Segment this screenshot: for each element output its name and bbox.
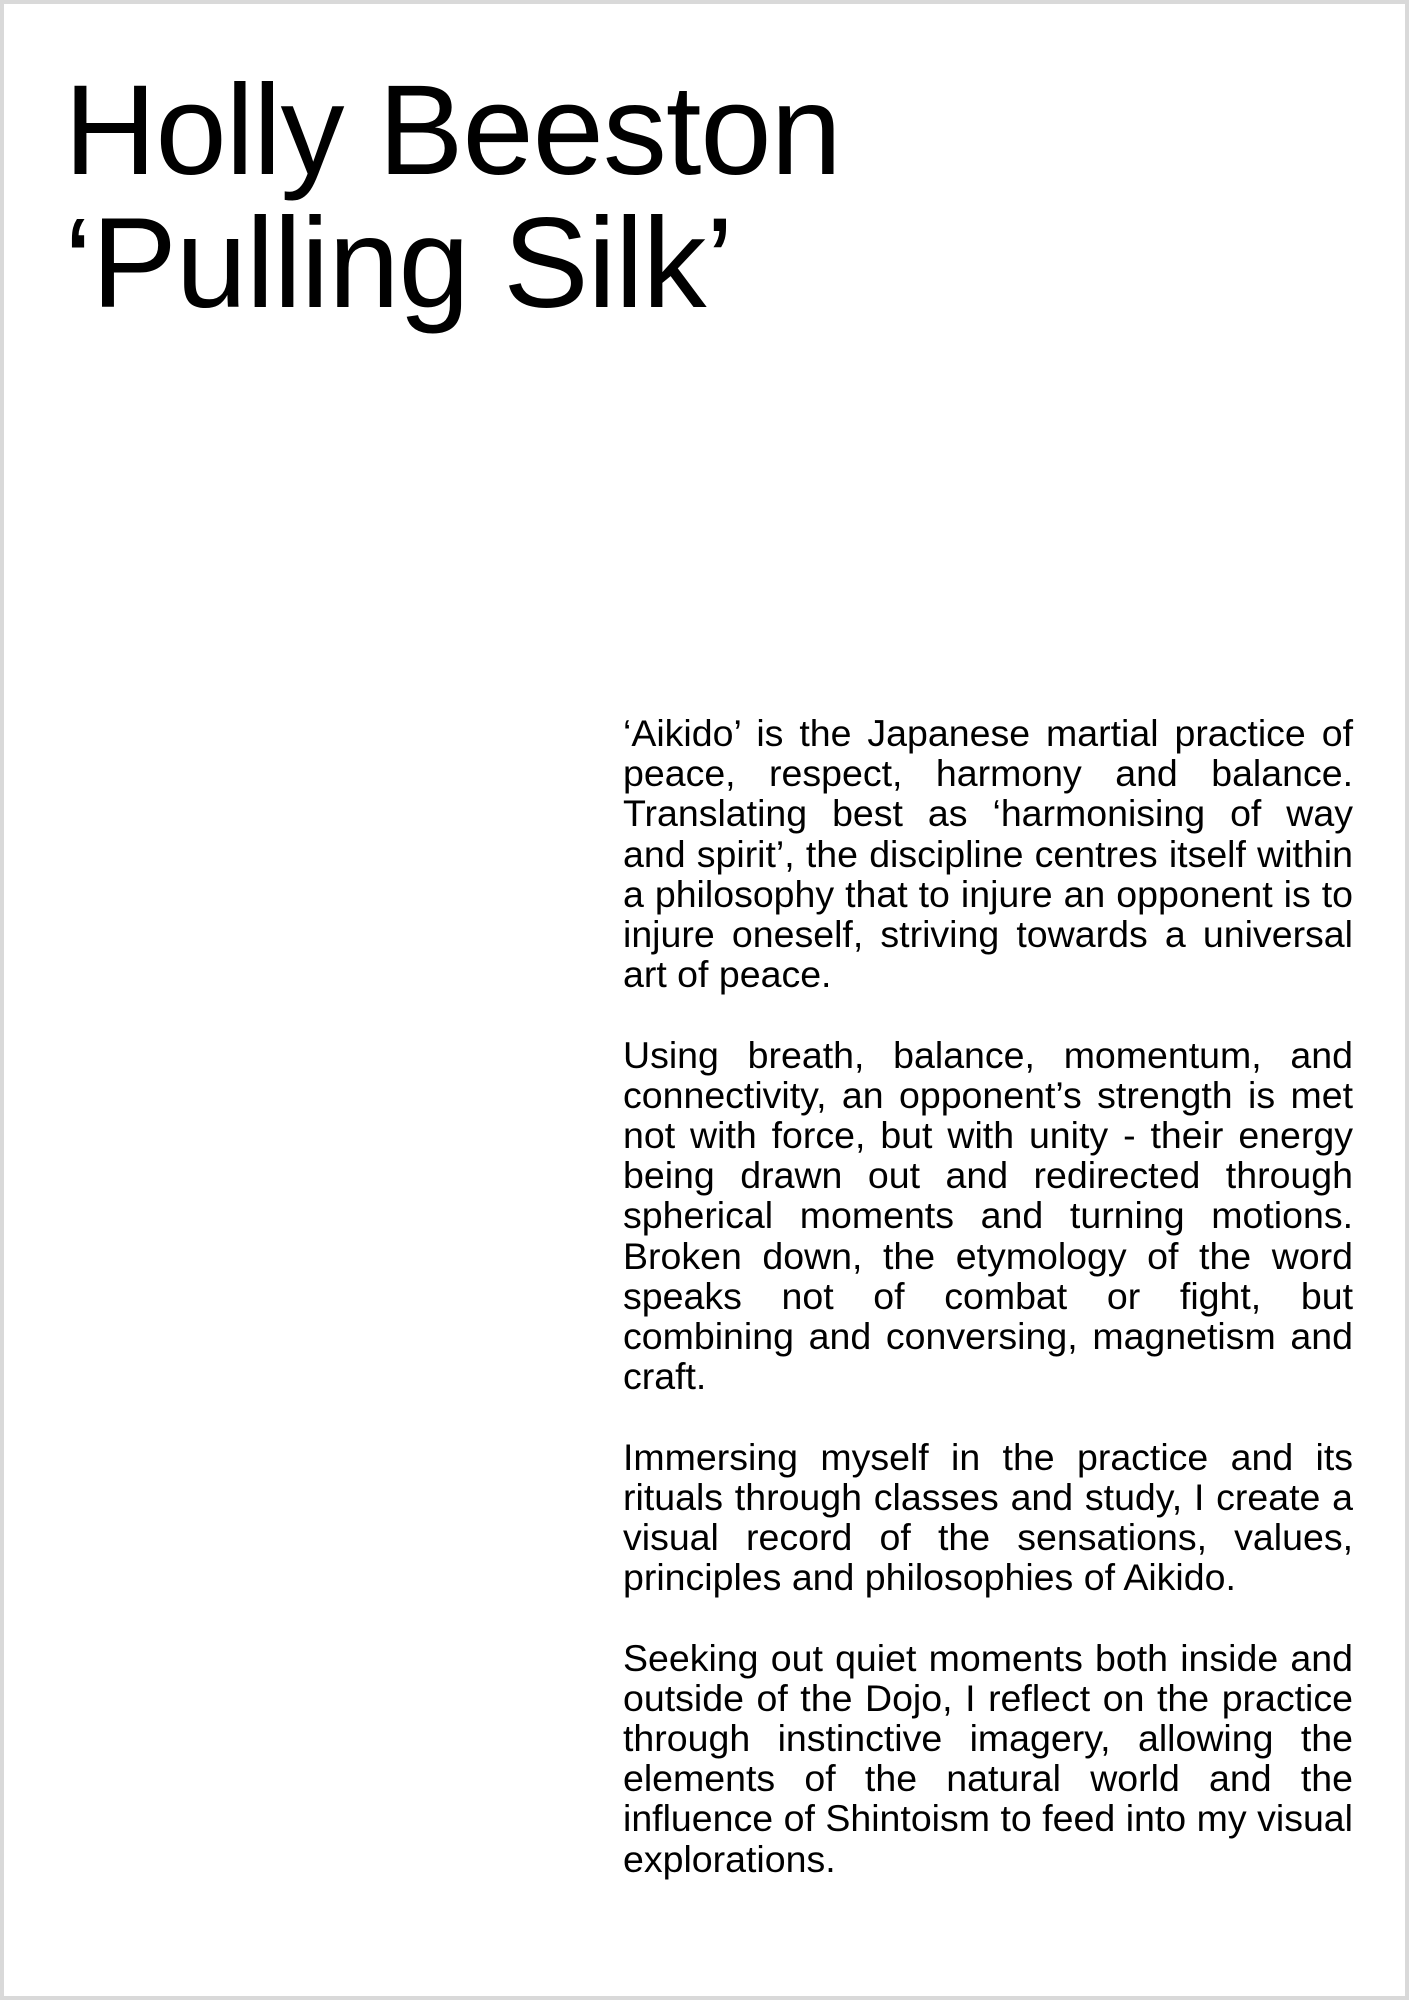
statement-paragraph: Using breath, balance, momentum, and connectivity, an opponent’s strength is met not with force, but with unity - their energy being drawn out and redirected through spherical moments and turning motions. Broken down, the etymology of the word speaks not of combat or fight, but combining and conversing, magnetism and craft. — [623, 1033, 1353, 1398]
author-name: Holly Beeston — [64, 59, 841, 202]
work-title: ‘Pulling Silk’ — [64, 192, 733, 335]
statement-paragraph: Immersing myself in the practice and its rituals through classes and study, I create a visual record of the sensations, values, principles and philosophies of Aikido. — [623, 1435, 1353, 1599]
statement-paragraph: ‘Aikido’ is the Japanese martial practice of peace, respect, harmony and balance. Translating best as ‘harmonising of way and spirit’, the discipline centres itself within a philosophy that to injure an opponent is to injure oneself, striving towards a universal art of peace. — [623, 712, 1353, 996]
title-block — [64, 59, 841, 335]
artist-statement — [623, 713, 1353, 1879]
statement-paragraph: Seeking out quiet moments both inside and outside of the Dojo, I reflect on the practice through instinctive imagery, allowing the elements of the natural world and the influence of Shintoism to feed into my visual explorations. — [623, 1636, 1353, 1880]
